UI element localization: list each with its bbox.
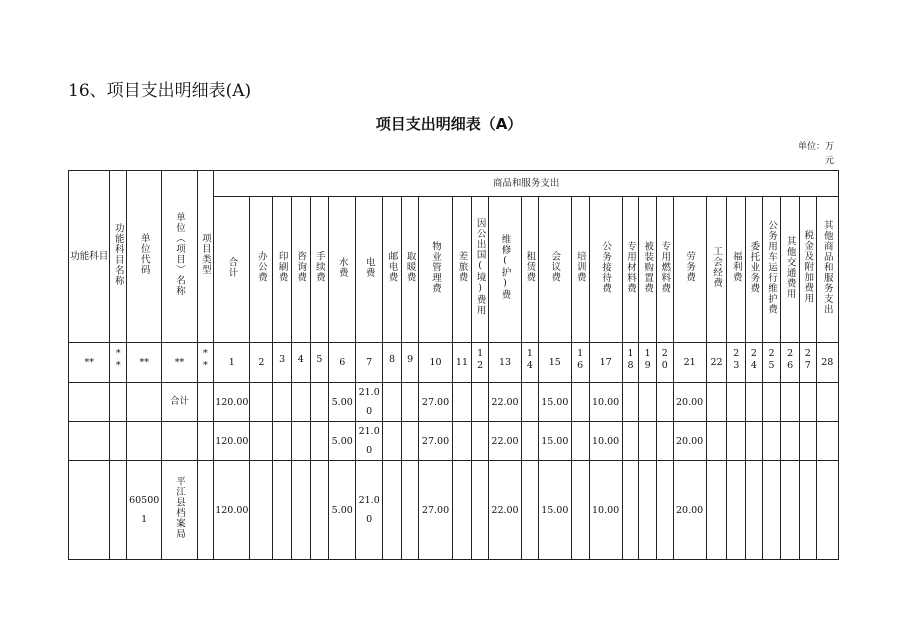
sub-header-24-text: 公务用车运行维护费 (766, 219, 778, 315)
index-cell-text: 16 (574, 348, 586, 372)
index-cell-text: ** (199, 348, 211, 372)
key-header-2-text: 单位代码 (138, 233, 150, 275)
index-cell-text: 25 (766, 348, 778, 372)
table-cell (356, 383, 383, 422)
table-cell (522, 461, 539, 560)
sub-header-0-text: 合计 (226, 256, 238, 278)
sub-header-9 (419, 197, 452, 343)
table-cell (746, 422, 763, 461)
table-cell (800, 383, 817, 422)
index-cell (452, 343, 472, 383)
index-cell-text: 10 (429, 356, 442, 368)
sub-header-15 (571, 197, 589, 343)
table-cell (522, 383, 539, 422)
table-cell (329, 422, 356, 461)
table-row (69, 422, 839, 461)
index-cell (110, 343, 127, 383)
table-cell-text: 5.00 (331, 396, 353, 408)
table-cell (383, 461, 402, 560)
table-cell (110, 461, 127, 560)
index-cell-text: 8 (386, 354, 398, 366)
index-cell-text: 5 (313, 354, 325, 366)
index-cell-text: ** (84, 356, 94, 368)
sub-header-2-text: 印刷费 (276, 251, 288, 283)
sub-header-21-text: 工会经费 (711, 246, 723, 288)
table-cell (727, 461, 746, 560)
sub-header-16 (589, 197, 622, 343)
group-header (214, 171, 839, 197)
index-cell-text: 2 (258, 356, 265, 368)
sub-header-4-text: 手续费 (313, 251, 325, 283)
table-cell (127, 422, 162, 461)
sub-header-4 (310, 197, 329, 343)
table-cell (639, 383, 657, 422)
table-cell (746, 383, 763, 422)
sub-header-1-text: 办公费 (255, 251, 267, 283)
table-cell (356, 422, 383, 461)
table-cell (472, 383, 489, 422)
table-cell-text: 20.00 (676, 396, 704, 408)
table-cell (673, 383, 706, 422)
table-cell-text: 15.00 (541, 504, 569, 516)
sub-header-26 (800, 197, 817, 343)
sub-header-27 (816, 197, 838, 343)
table-cell-text: 10.00 (592, 504, 620, 516)
sub-header-6-text: 电费 (363, 256, 375, 278)
index-cell (746, 343, 763, 383)
sub-header-17 (622, 197, 639, 343)
index-cell (273, 343, 292, 383)
key-header-4-text: 项目类型 (199, 233, 211, 275)
table-cell (69, 461, 110, 560)
table-cell (162, 461, 197, 560)
table-cell (291, 461, 310, 560)
sub-header-26-text: 税金及附加费用 (802, 230, 814, 304)
table-cell (762, 383, 781, 422)
table-cell-text: 605001 (129, 495, 160, 525)
index-cell-text: ** (112, 348, 124, 372)
table-row (69, 383, 839, 422)
table-cell-text: 120.00 (215, 435, 249, 447)
table-cell (452, 383, 472, 422)
sub-header-22-text: 福利费 (730, 251, 742, 283)
table-cell (622, 422, 639, 461)
header-row-group (69, 171, 839, 197)
table-cell (162, 383, 197, 422)
index-cell (69, 343, 110, 383)
index-cell (250, 343, 273, 383)
table-cell (69, 422, 110, 461)
table-cell (816, 383, 838, 422)
table-cell (214, 383, 250, 422)
index-cell-text: 3 (276, 354, 288, 366)
table-cell-text: 27.00 (421, 435, 450, 447)
index-cell (329, 343, 356, 383)
index-cell-text: 17 (599, 356, 612, 368)
sub-header-11 (472, 197, 489, 343)
sub-header-20-text: 劳务费 (684, 251, 696, 283)
table-cell-text: 27.00 (421, 504, 450, 516)
table-cell (762, 422, 781, 461)
table-cell (762, 461, 781, 560)
table-cell (673, 461, 706, 560)
index-cell (622, 343, 639, 383)
table-cell (656, 383, 673, 422)
index-cell (162, 343, 197, 383)
table-cell (706, 422, 727, 461)
table-cell (488, 383, 521, 422)
table-cell (214, 422, 250, 461)
table-cell (310, 461, 329, 560)
table-cell-text: 10.00 (592, 435, 620, 447)
index-cell-text: 14 (524, 348, 536, 372)
sub-header-14-text: 会议费 (549, 251, 561, 283)
key-header-3-text: 单位（项目）名称 (173, 212, 185, 296)
table-cell (706, 461, 727, 560)
key-header-1 (110, 171, 127, 343)
table-cell-text: 22.00 (491, 396, 519, 408)
index-cell-text: 18 (625, 348, 636, 372)
table-cell (639, 422, 657, 461)
sub-header-14 (538, 197, 571, 343)
table-cell-text: 合计 (169, 396, 189, 407)
sub-header-0 (214, 197, 250, 343)
table-cell-text: 5.00 (331, 435, 353, 447)
index-cell-text: 4 (295, 354, 307, 366)
sub-header-23 (746, 197, 763, 343)
sub-header-12 (488, 197, 521, 343)
sub-header-21 (706, 197, 727, 343)
table-cell (488, 422, 521, 461)
key-header-0 (69, 171, 110, 343)
table-cell-text: 15.00 (541, 396, 569, 408)
table-cell (538, 383, 571, 422)
index-cell-text: 26 (784, 348, 796, 372)
table-cell (472, 422, 489, 461)
sub-header-16-text: 公务接待费 (600, 240, 612, 294)
table-cell (329, 383, 356, 422)
table-cell (69, 383, 110, 422)
sub-header-3 (291, 197, 310, 343)
index-cell (291, 343, 310, 383)
index-cell (656, 343, 673, 383)
unit-label: 单位：万元 (797, 142, 834, 166)
index-cell (816, 343, 838, 383)
table-cell (656, 422, 673, 461)
index-cell (127, 343, 162, 383)
index-cell-text: 21 (683, 356, 696, 368)
table-cell (401, 422, 419, 461)
index-cell-text: 6 (339, 356, 346, 368)
table-cell (522, 422, 539, 461)
table-cell-text: 20.00 (676, 435, 704, 447)
index-cell (762, 343, 781, 383)
index-cell-text: 15 (548, 356, 561, 368)
table-cell (472, 461, 489, 560)
sub-header-27-text: 其他商品和服务支出 (821, 219, 833, 315)
index-cell-text: 27 (802, 348, 814, 372)
table-cell (589, 422, 622, 461)
index-cell-text: 19 (642, 348, 654, 372)
table-cell-text: 20.00 (676, 504, 704, 516)
table-cell (571, 422, 589, 461)
sub-header-10-text: 差旅费 (456, 251, 468, 283)
table-cell (419, 383, 452, 422)
index-cell (589, 343, 622, 383)
table-cell (329, 461, 356, 560)
table-cell (452, 422, 472, 461)
sub-header-9-text: 物业管理费 (430, 240, 442, 294)
table-cell (197, 461, 214, 560)
sub-header-25 (781, 197, 800, 343)
table-cell (589, 383, 622, 422)
table-cell (538, 422, 571, 461)
table-cell-text: 15.00 (541, 435, 569, 447)
index-cell-text: 7 (366, 356, 373, 368)
table-cell (622, 383, 639, 422)
table-cell (419, 422, 452, 461)
table-cell (310, 422, 329, 461)
table-cell (250, 461, 273, 560)
table-cell (250, 422, 273, 461)
table-title: 项目支出明细表（A） (375, 115, 523, 133)
table-cell-text: 22.00 (491, 504, 519, 516)
sub-header-18 (639, 197, 657, 343)
table-cell (538, 461, 571, 560)
table-cell (622, 461, 639, 560)
table-cell (816, 422, 838, 461)
table-cell (401, 383, 419, 422)
table-cell (727, 422, 746, 461)
index-cell (538, 343, 571, 383)
table-cell (110, 422, 127, 461)
table-cell (800, 461, 817, 560)
index-cell-text: 13 (498, 356, 512, 368)
sub-header-12-text: 维修(护)费 (499, 234, 511, 300)
table-cell (706, 383, 727, 422)
table-cell (656, 461, 673, 560)
table-cell (781, 461, 800, 560)
section-title: 16、项目支出明细表(A) (68, 81, 252, 101)
table-cell (197, 422, 214, 461)
index-cell (727, 343, 746, 383)
index-cell-text: ** (139, 356, 149, 368)
table-cell (162, 422, 197, 461)
table-cell (673, 422, 706, 461)
index-cell (419, 343, 452, 383)
table-cell-text: 120.00 (215, 504, 249, 516)
sub-header-17-text: 专用材料费 (625, 240, 636, 294)
index-cell-text: 9 (404, 354, 416, 366)
table-cell (356, 461, 383, 560)
table-cell (816, 461, 838, 560)
sub-header-22 (727, 197, 746, 343)
sub-header-13-text: 租赁费 (524, 251, 536, 283)
table-cell (781, 422, 800, 461)
sub-header-11-text: 因公出国(境)费用 (474, 218, 486, 316)
table-cell-text: 10.00 (592, 396, 620, 408)
table-cell-text: 21.00 (358, 495, 380, 525)
table-cell (273, 422, 292, 461)
key-header-4 (197, 171, 214, 343)
table-cell (639, 461, 657, 560)
sub-header-25-text: 其他交通费用 (784, 235, 796, 299)
index-cell (522, 343, 539, 383)
index-cell (472, 343, 489, 383)
index-cell (310, 343, 329, 383)
index-cell-text: 22 (710, 356, 723, 368)
sub-header-23-text: 委托业务费 (748, 240, 760, 294)
sub-header-3-text: 咨询费 (295, 251, 307, 283)
sub-header-15-text: 培训费 (574, 251, 586, 283)
index-cell (706, 343, 727, 383)
index-cell-text: 1 (228, 356, 235, 368)
sub-header-1 (250, 197, 273, 343)
sub-header-24 (762, 197, 781, 343)
index-row (69, 343, 839, 383)
group-header-text: 商品和服务支出 (492, 177, 560, 189)
table-cell (291, 422, 310, 461)
index-cell (639, 343, 657, 383)
table-cell (197, 383, 214, 422)
sub-header-8 (401, 197, 419, 343)
table-cell (110, 383, 127, 422)
table-cell (383, 383, 402, 422)
table-cell (214, 461, 250, 560)
table-cell (571, 461, 589, 560)
table-cell (127, 383, 162, 422)
index-cell-text: 20 (659, 348, 671, 372)
sub-header-10 (452, 197, 472, 343)
table-cell (781, 383, 800, 422)
table-cell-text: 21.00 (358, 426, 380, 456)
table-row (69, 461, 839, 560)
table-cell (401, 461, 419, 560)
index-cell-text: 28 (821, 356, 834, 368)
table-cell (571, 383, 589, 422)
table-cell (746, 461, 763, 560)
key-header-3 (162, 171, 197, 343)
sub-header-13 (522, 197, 539, 343)
index-cell (214, 343, 250, 383)
expense-table (68, 170, 839, 560)
table-cell (589, 461, 622, 560)
index-cell-text: 23 (730, 348, 742, 372)
index-cell (383, 343, 402, 383)
table-cell (727, 383, 746, 422)
index-cell (571, 343, 589, 383)
index-cell-text: 24 (748, 348, 760, 372)
table-cell (452, 461, 472, 560)
table-cell (383, 422, 402, 461)
table-cell-text: 27.00 (421, 396, 450, 408)
table-cell (800, 422, 817, 461)
sub-header-18-text: 被装购置费 (642, 240, 654, 294)
index-cell-text: 12 (474, 348, 486, 372)
table-cell (273, 383, 292, 422)
sub-header-19-text: 专用燃料费 (659, 240, 671, 294)
sub-header-5-text: 水费 (336, 256, 348, 278)
index-cell (356, 343, 383, 383)
sub-header-7 (383, 197, 402, 343)
sub-header-7-text: 邮电费 (386, 251, 398, 283)
index-cell (800, 343, 817, 383)
table-cell (250, 383, 273, 422)
sub-header-5 (329, 197, 356, 343)
index-cell (781, 343, 800, 383)
table-cell-text: 平江县档案局 (173, 476, 185, 539)
index-cell (401, 343, 419, 383)
key-header-1-text: 功能科目名称 (112, 222, 124, 286)
index-cell-text: ** (174, 356, 185, 368)
table-cell-text: 21.00 (358, 387, 380, 417)
table-cell (291, 383, 310, 422)
index-cell-text: 11 (455, 356, 469, 368)
index-cell (197, 343, 214, 383)
table-cell-text: 120.00 (215, 396, 249, 408)
table-cell (310, 383, 329, 422)
sub-header-19 (656, 197, 673, 343)
sub-header-6 (356, 197, 383, 343)
table-cell-text: 22.00 (491, 435, 519, 447)
table-cell (273, 461, 292, 560)
index-cell (488, 343, 521, 383)
sub-header-2 (273, 197, 292, 343)
key-header-2 (127, 171, 162, 343)
table-cell-text: 5.00 (331, 504, 353, 516)
sub-header-20 (673, 197, 706, 343)
sub-header-8-text: 取暖费 (404, 251, 416, 283)
index-cell (673, 343, 706, 383)
table-cell (488, 461, 521, 560)
key-header-0-text: 功能科目 (70, 250, 109, 262)
table-cell (127, 461, 162, 560)
table-cell (419, 461, 452, 560)
